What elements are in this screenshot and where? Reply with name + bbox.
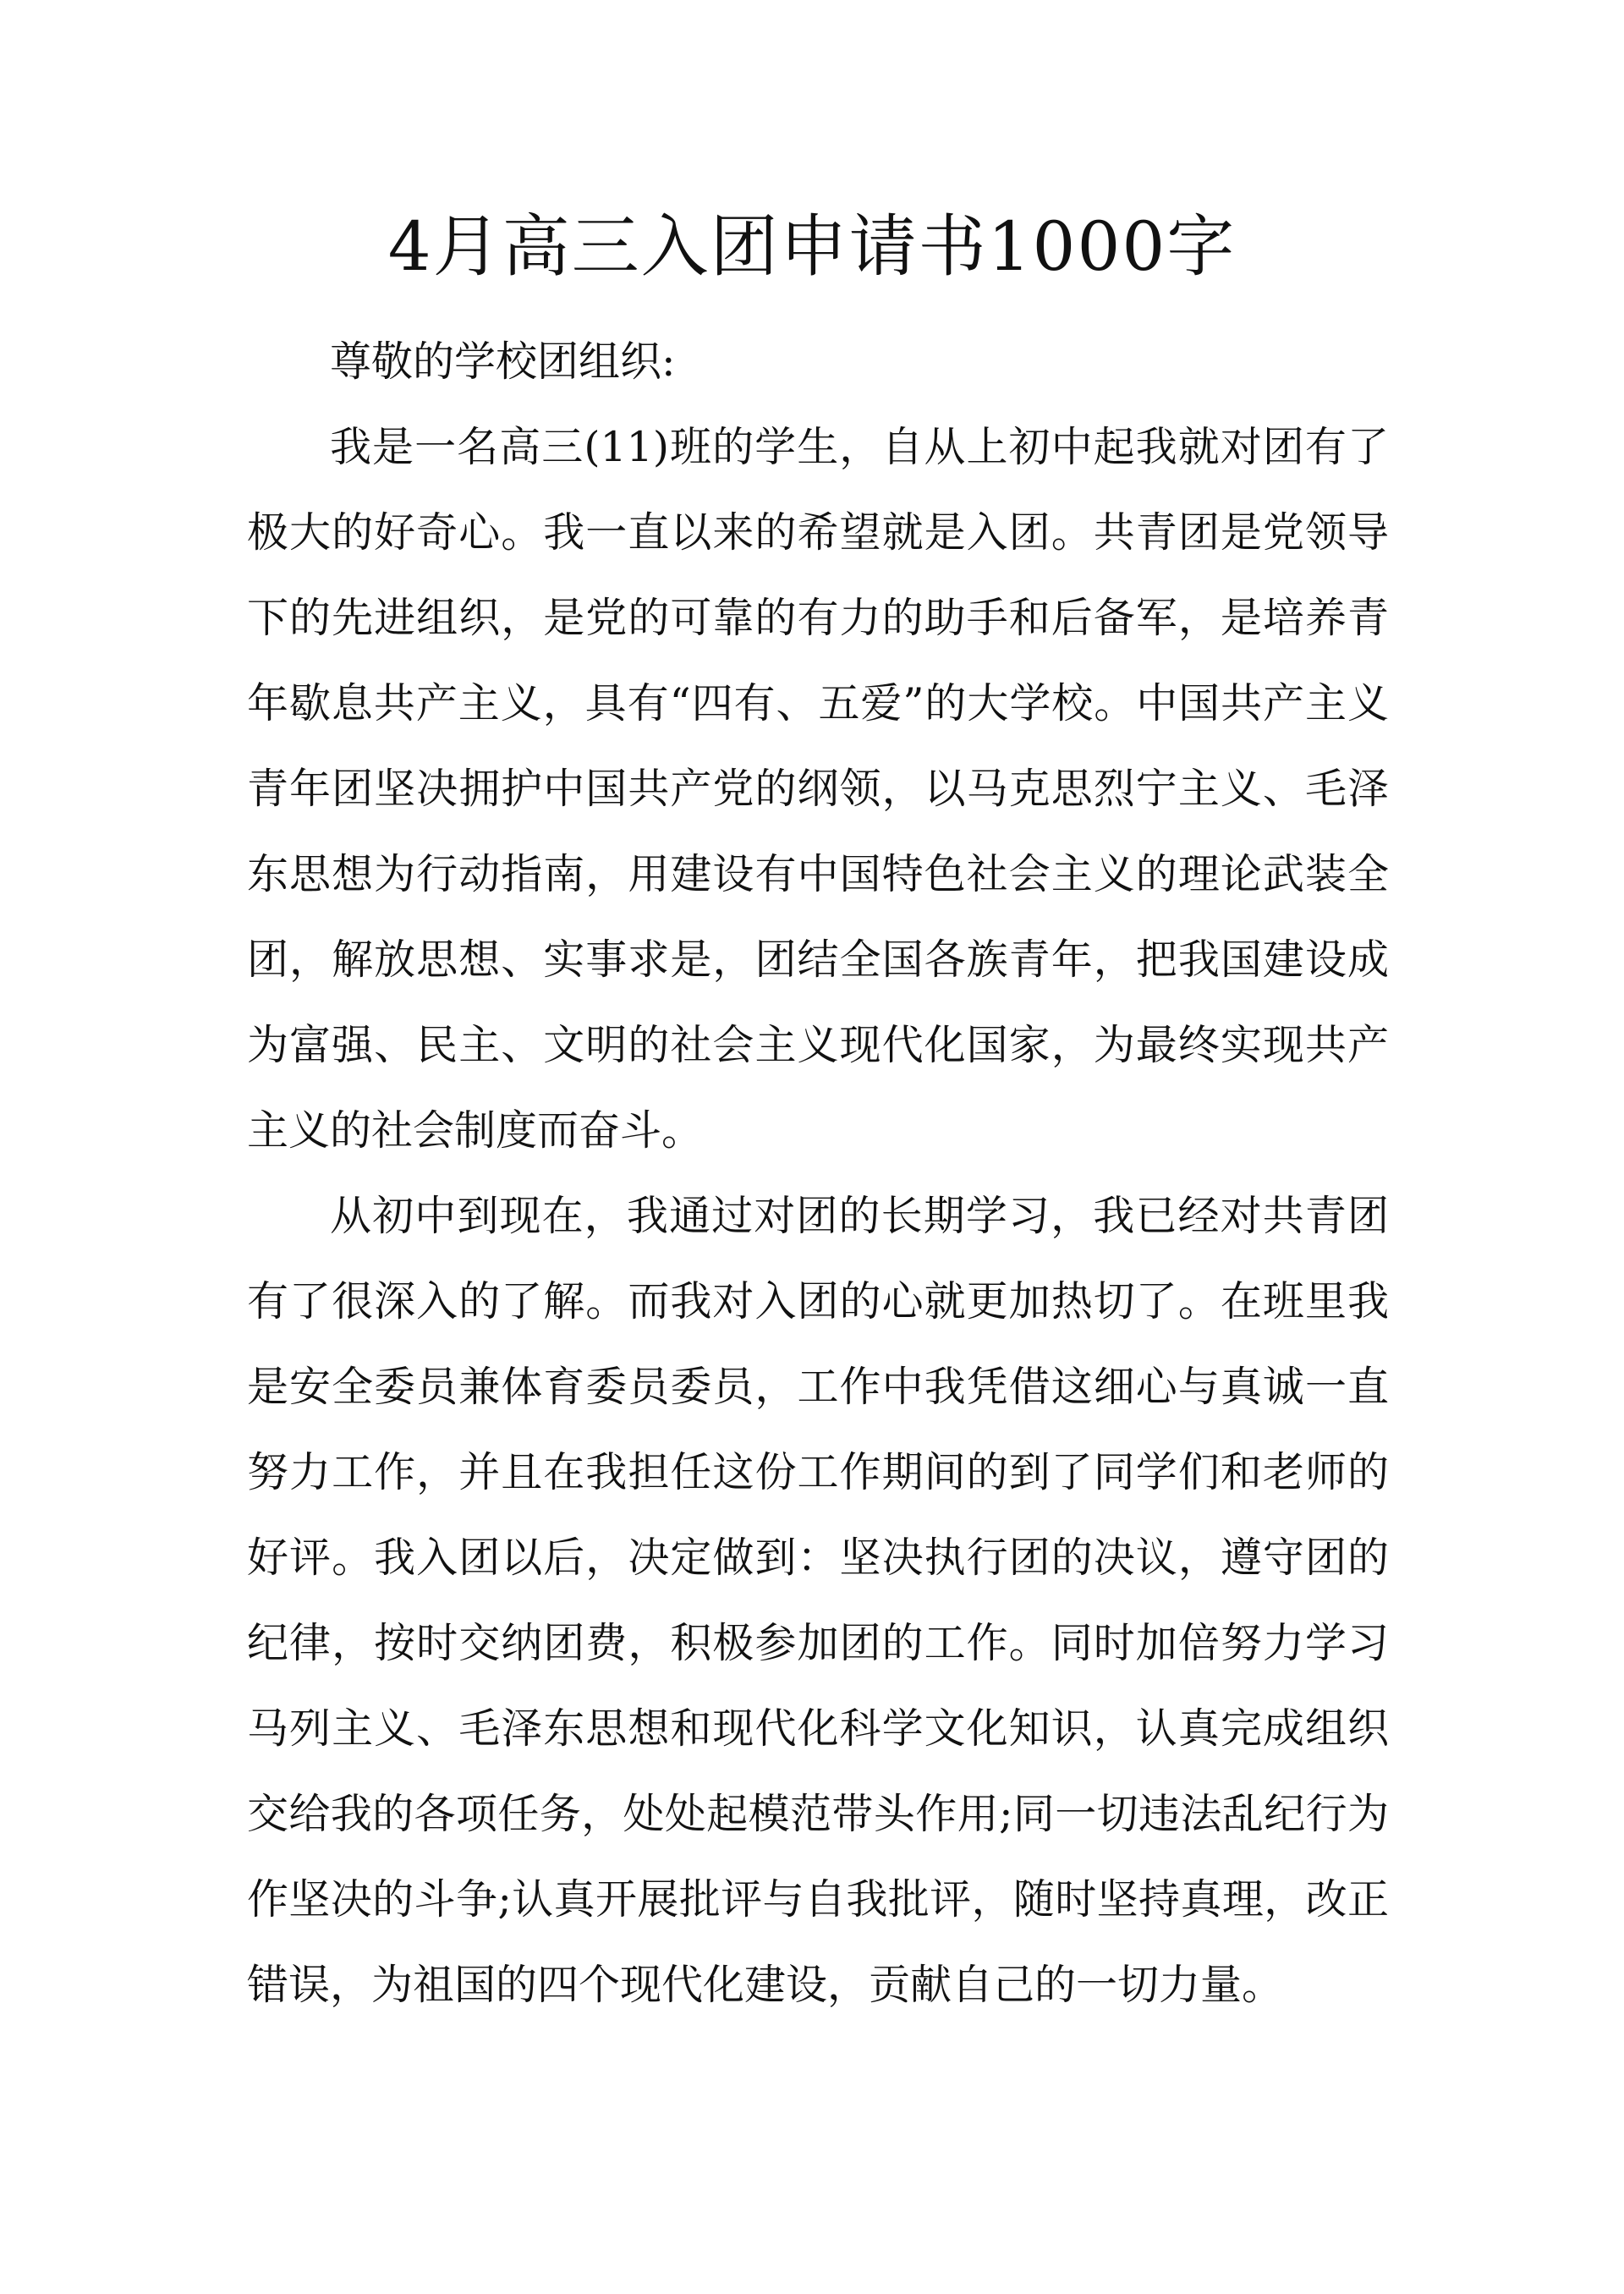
document-body [247,319,1389,2028]
paragraph-2: 从初中到现在，我通过对团的长期学习，我已经对共青团有了很深入的了解。而我对入团的心就更加热切了。在班里我是安全委员兼体育委员委员，工作中我凭借这细心与真诚一直努力工作，并且在我担任这份工作期间的到了同学们和老师的好评。我入团以后，决定做到：坚决执行团的决议，遵守团的纪律，按时交纳团费，积极参加团的工作。同时加倍努力学习马列主义、毛泽东思想和现代化科学文化知识，认真完成组织交给我的各项任务，处处起模范带头作用;同一切违法乱纪行为作坚决的斗争;认真开展批评与自我批评，随时坚持真理，改正错误，为祖国的四个现代化建设，贡献自己的一切力量。 [247,1192,1389,2009]
document-title: 4月高三入团申请书1000字 [387,207,1237,286]
paragraph-1: 我是一名高三(11)班的学生，自从上初中起我就对团有了极大的好奇心。我一直以来的希望就是入团。共青团是党领导下的先进组织，是党的可靠的有力的助手和后备军，是培养青年歇息共产主义，具有“四有、五爱”的大学校。中国共产主义青年团坚决拥护中国共产党的纲领，以马克思烈宁主义、毛泽东思想为行动指南，用建设有中国特色社会主义的理论武装全团，解放思想、实事求是，团结全国各族青年，把我国建设成为富强、民主、文明的社会主义现代化国家，为最终实现共产主义的社会制度而奋斗。 [247,423,1389,1155]
salutation: 尊敬的学校团组织: [330,338,676,386]
